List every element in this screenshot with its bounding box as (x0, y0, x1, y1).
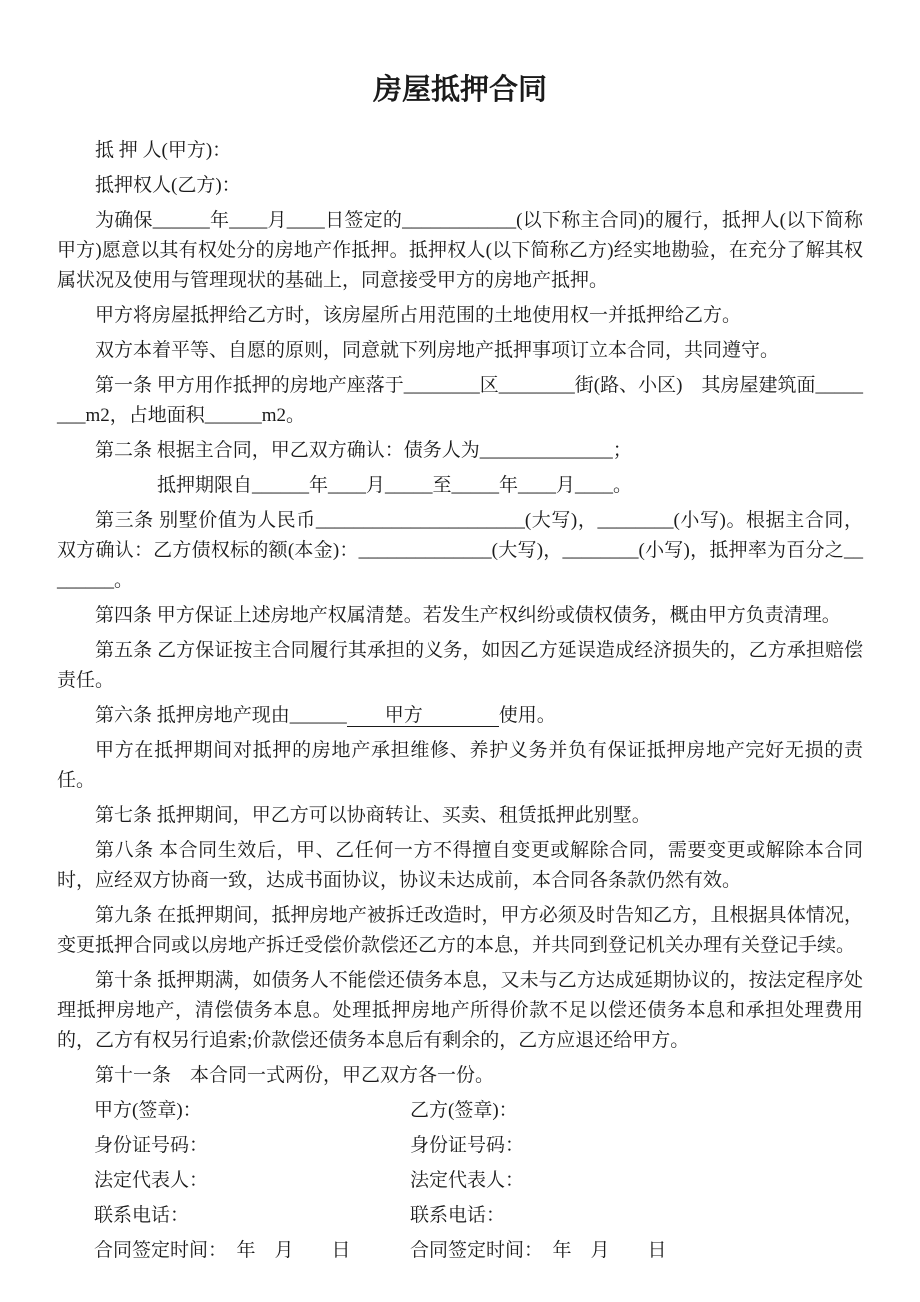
clause-3: 第三条 别墅价值为人民币______________________(大写)，________(小写)。根据主合同，双方确认：乙方债权标的额(本金)：______________(大写)，________(小写)，抵押率为百分之________。 (57, 510, 863, 591)
signature-row-date (57, 1236, 863, 1266)
signature-row-legal-rep (57, 1166, 863, 1196)
party-a-seal-label: 甲方(签章)： (94, 1100, 202, 1121)
clause-11: 第十一条 本合同一式两份，甲乙双方各一份。 (95, 1065, 495, 1086)
land-use-paragraph: 甲方将房屋抵押给乙方时，该房屋所占用范围的土地使用权一并抵押给乙方。 (95, 305, 742, 326)
party-b-date-label: 合同签定时间： 年 月 日 (410, 1240, 667, 1261)
party-b-id-label: 身份证号码： (410, 1135, 525, 1156)
preamble-paragraph: 为确保______年____月____日签定的____________(以下称主合同)的履行，抵押人(以下简称甲方)愿意以其有权处分的房地产作抵押。抵押权人(以下简称乙方)经实地勘验，在充分了解其权属状况及使用与管理现状的基础上，同意接受甲方的房地产抵押。 (57, 210, 863, 291)
signature-block (57, 1096, 863, 1266)
clause-6-prefix: 第六条 抵押房地产现由 (95, 705, 290, 726)
clause-2: 第二条 根据主合同，甲乙双方确认：债务人为______________； (95, 440, 632, 461)
party-a-label: 抵 押 人(甲方)： (95, 140, 232, 161)
clause-1: 第一条 甲方用作抵押的房地产座落于________区________街(路、小区) 其房屋建筑面________m2，占地面积______m2。 (57, 375, 863, 426)
party-a-id-label: 身份证号码： (94, 1135, 209, 1156)
clause-8: 第八条 本合同生效后，甲、乙任何一方不得擅自变更或解除合同，需要变更或解除本合同时，应经双方协商一致，达成书面协议，协议未达成前，本合同各条款仍然有效。 (57, 840, 863, 891)
agreement-principle-paragraph: 双方本着平等、自愿的原则，同意就下列房地产抵押事项订立本合同，共同遵守。 (95, 340, 780, 361)
party-a-date-label: 合同签定时间： 年 月 日 (94, 1240, 351, 1261)
clause-9: 第九条 在抵押期间，抵押房地产被拆迁改造时，甲方必须及时告知乙方，且根据具体情况，变更抵押合同或以房地产拆迁受偿价款偿还乙方的本息，并共同到登记机关办理有关登记手续。 (57, 905, 863, 956)
party-b-label: 抵押权人(乙方)： (95, 175, 241, 196)
clause-2-term-line: 抵押期限自______年____月_____至_____年____月____。 (157, 475, 633, 496)
clause-6-blank: ______ (289, 705, 347, 726)
clause-6-party-blank: 甲方 (346, 705, 499, 726)
signature-row-phone (57, 1201, 863, 1231)
party-a-phone-label: 联系电话： (94, 1205, 190, 1226)
clause-5: 第五条 乙方保证按主合同履行其承担的义务，如因乙方延误造成经济损失的，乙方承担赔偿责任。 (57, 640, 863, 691)
clause-4: 第四条 甲方保证上述房地产权属清楚。若发生产权纠纷或债权债务，概由甲方负责清理。 (95, 605, 841, 626)
party-b-seal-label: 乙方(签章)： (410, 1100, 518, 1121)
clause-10: 第十条 抵押期满，如债务人不能偿还债务本息，又未与乙方达成延期协议的，按法定程序处理抵押房地产，清偿债务本息。处理抵押房地产所得价款不足以偿还债务本息和承担处理费用的，乙方有权另行追索;价款偿还债务本息后有剩余的，乙方应退还给甲方。 (57, 970, 863, 1051)
clause-6-note: 甲方在抵押期间对抵押的房地产承担维修、养护义务并负有保证抵押房地产完好无损的责任。 (57, 740, 863, 791)
party-b-legal-rep-label: 法定代表人： (410, 1170, 525, 1191)
clause-6 (57, 701, 863, 731)
signature-row-seal (57, 1096, 863, 1126)
party-a-legal-rep-label: 法定代表人： (94, 1170, 209, 1191)
signature-row-id-number (57, 1131, 863, 1161)
document-title: 房屋抵押合同 (372, 74, 547, 106)
clause-7: 第七条 抵押期间，甲乙方可以协商转让、买卖、租赁抵押此别墅。 (95, 805, 651, 826)
party-b-phone-label: 联系电话： (410, 1205, 506, 1226)
clause-6-suffix: 使用。 (498, 705, 556, 726)
